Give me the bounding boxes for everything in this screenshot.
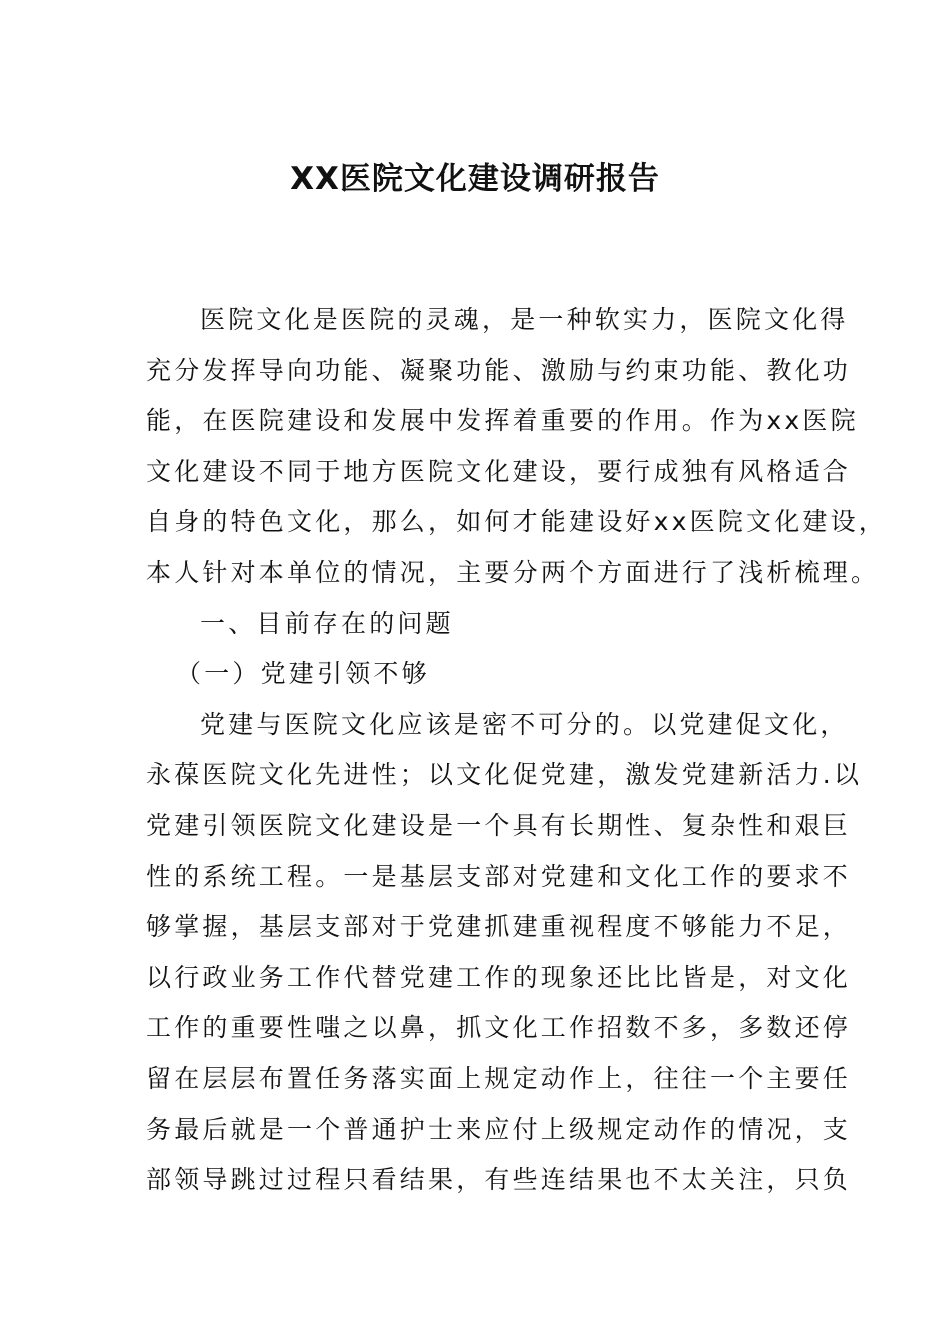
paragraph-line: 党建引领医院文化建设是一个具有长期性、复杂性和艰巨 xyxy=(146,810,852,840)
paragraph-line: 医院文化是医院的灵魂，是一种软实力，医院文化得 xyxy=(200,305,849,334)
paragraph-line: 留在层层布置任务落实面上规定动作上，往往一个主要任 xyxy=(146,1063,852,1093)
paragraph-line: 工作的重要性嗤之以鼻，抓文化工作招数不多，多数还停 xyxy=(146,1013,852,1043)
paragraph-line: 文化建设不同于地方医院文化建设，要行成独有风格适合 xyxy=(146,456,852,486)
document-body xyxy=(146,295,887,1206)
document-title: XX医院文化建设调研报告 xyxy=(290,161,660,197)
paragraph-line: 自身的特色文化，那么，如何才能建设好xx医院文化建设， xyxy=(146,507,887,537)
subsection-heading: （一）党建引领不够 xyxy=(176,659,430,689)
paragraph-line: 以行政业务工作代替党建工作的现象还比比皆是，对文化 xyxy=(146,962,852,992)
paragraph-line: 能，在医院建设和发展中发挥着重要的作用。作为xx医院 xyxy=(146,406,859,436)
paragraph-line: 充分发挥导向功能、凝聚功能、激励与约束功能、教化功 xyxy=(146,355,852,385)
paragraph-line: 部领导跳过过程只看结果，有些连结果也不太关注，只负 xyxy=(146,1165,852,1195)
paragraph-line: 本人针对本单位的情况，主要分两个方面进行了浅析梳理。 xyxy=(146,557,880,587)
paragraph-line: 永葆医院文化先进性；以文化促党建，激发党建新活力.以 xyxy=(146,760,863,790)
paragraph-line: 够掌握，基层支部对于党建抓建重视程度不够能力不足， xyxy=(146,912,852,942)
paragraph-line: 务最后就是一个普通护士来应付上级规定动作的情况，支 xyxy=(146,1114,852,1144)
paragraph-line: 性的系统工程。一是基层支部对党建和文化工作的要求不 xyxy=(146,861,852,891)
paragraph-line: 党建与医院文化应该是密不可分的。以党建促文化， xyxy=(200,709,849,739)
section-heading: 一、目前存在的问题 xyxy=(200,608,454,638)
